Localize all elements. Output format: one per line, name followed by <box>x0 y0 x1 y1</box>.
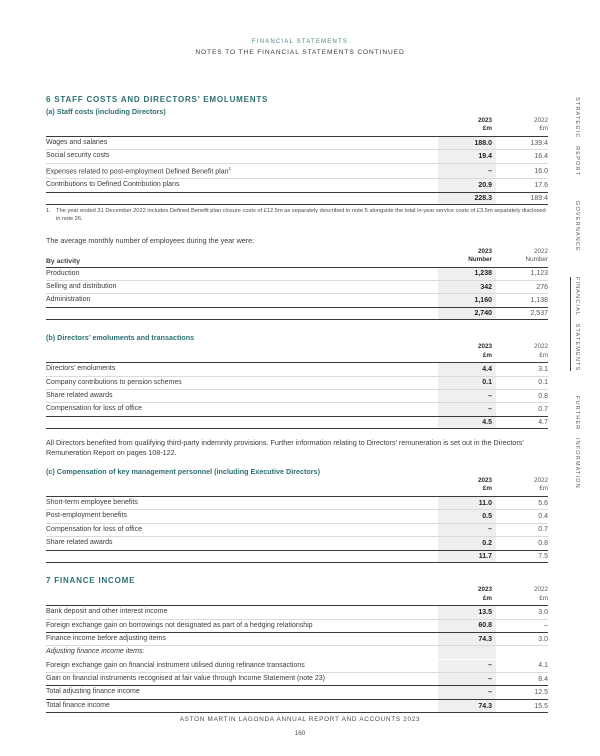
column-unit: Number <box>525 256 548 264</box>
value-2022: 189.4 <box>530 194 548 202</box>
table-total-row <box>46 193 548 205</box>
value-2022: 8.4 <box>538 675 548 683</box>
row-label: Gain on financial instruments recognised at fair value through Income Statement (note 23) <box>46 675 325 683</box>
section-6-heading: 6 STAFF COSTS AND DIRECTORS’ EMOLUMENTS <box>46 95 269 104</box>
column-unit: £m <box>539 351 548 359</box>
value-2022: 0.8 <box>538 539 548 547</box>
column-year: 2023 <box>477 247 492 255</box>
row-label: Production <box>46 269 80 277</box>
indemnity-paragraph: All Directors benefited from qualifying third-party indemnity provisions. Further information relating to Directors’ remuneration is set out in the Directors’ Remuneration Report on pages 108-122. <box>46 437 524 458</box>
table-header <box>46 586 548 606</box>
value-2023: 2,740 <box>438 308 496 319</box>
table-row <box>46 606 548 619</box>
value-2023: 19.4 <box>438 150 496 162</box>
employees-intro: The average monthly number of employees during the year were: <box>46 236 255 246</box>
sidebar-item-financial-statements[interactable]: FINANCIAL STATEMENTS <box>570 277 580 371</box>
table-row <box>46 179 548 192</box>
value-2023: – <box>438 686 496 698</box>
row-label: Finance income before adjusting items <box>46 634 166 642</box>
value-2023: – <box>438 673 496 685</box>
content-area <box>46 95 548 713</box>
table-row <box>46 660 548 673</box>
table-row <box>46 633 548 646</box>
footnote-marker: 1. <box>46 207 51 214</box>
value-2022: 16.4 <box>534 153 548 161</box>
row-label: Company contributions to pension schemes <box>46 378 182 386</box>
value-2022: 4.7 <box>538 418 548 426</box>
value-2022: 16.0 <box>534 167 548 175</box>
value-2023: – <box>438 660 496 672</box>
value-2022: 0.7 <box>538 526 548 534</box>
column-unit: £m <box>539 485 548 493</box>
value-2023: 60.8 <box>438 620 496 632</box>
row-label: Adjusting finance income items: <box>46 648 145 656</box>
part-c-heading: (c) Compensation of key management personnel (including Executive Directors) <box>46 466 320 476</box>
column-unit: £m <box>482 594 492 602</box>
column-unit: £m <box>539 125 548 133</box>
value-2022 <box>496 646 548 658</box>
key-management-table <box>46 477 548 563</box>
table-row <box>46 281 548 294</box>
column-year: 2022 <box>533 247 548 255</box>
table-row <box>46 673 548 686</box>
value-2023: 13.5 <box>438 606 496 618</box>
row-label <box>46 196 438 200</box>
value-2022: 4.1 <box>538 662 548 670</box>
sidebar-item-governance[interactable]: GOVERNANCE <box>574 200 580 252</box>
value-2022: 0.7 <box>538 406 548 414</box>
value-2022: 17.6 <box>534 182 548 190</box>
value-2022: 5.6 <box>538 499 548 507</box>
column-unit: Number <box>468 256 492 264</box>
column-year: 2023 <box>477 586 492 594</box>
footnote <box>46 208 548 223</box>
row-label: Directors’ emoluments <box>46 365 116 373</box>
column-year: 2022 <box>533 476 548 484</box>
column-header-2023 <box>438 586 496 603</box>
row-label: Share related awards <box>46 539 113 547</box>
value-2023: – <box>438 164 496 179</box>
row-label: Contributions to Defined Contribution plans <box>46 181 180 189</box>
row-label: Foreign exchange gain on financial instrument utilised during refinance transactions <box>46 661 305 669</box>
value-2023: 74.3 <box>438 700 496 712</box>
value-2023: 228.3 <box>438 193 496 204</box>
value-2023: 188.0 <box>438 137 496 149</box>
row-label: Total finance income <box>46 701 110 709</box>
value-2022: 15.5 <box>534 702 548 710</box>
employees-table <box>46 248 548 320</box>
page-title: NOTES TO THE FINANCIAL STATEMENTS CONTINUED <box>195 49 405 56</box>
value-2022: 12.5 <box>534 689 548 697</box>
column-year: 2023 <box>477 343 492 351</box>
table-row <box>46 537 548 550</box>
value-2022: 3.0 <box>538 608 548 616</box>
column-header-2023 <box>438 343 496 360</box>
column-year: 2022 <box>533 343 548 351</box>
table-row <box>46 510 548 523</box>
column-header-2023 <box>438 477 496 494</box>
section-eyebrow: FINANCIAL STATEMENTS <box>251 39 349 45</box>
value-2023 <box>438 646 496 658</box>
table-row <box>46 377 548 390</box>
value-2022: 3.1 <box>538 365 548 373</box>
row-label: Bank deposit and other interest income <box>46 608 168 616</box>
column-unit: £m <box>482 485 492 493</box>
value-2022: 1,123 <box>530 270 548 278</box>
row-label: Compensation for loss of office <box>46 525 142 533</box>
column-year: 2022 <box>533 116 548 124</box>
sidebar-item-strategic-report[interactable]: STRATEGIC REPORT <box>574 97 580 176</box>
footnote-text: The year ended 31 December 2022 includes Defined Benefit plan closure costs of £12.5m as separately described in note 5 alongside the total in-year service costs of £3.5m separately disclosed in note 26. <box>56 207 546 222</box>
sidebar-item-further-information[interactable]: FURTHER INFORMATION <box>574 396 580 489</box>
value-2023: 1,160 <box>438 294 496 306</box>
column-year: 2023 <box>477 116 492 124</box>
table-row <box>46 646 548 659</box>
value-2023: 20.9 <box>438 179 496 191</box>
table-header <box>46 117 548 137</box>
part-b-heading: (b) Directors’ emoluments and transactions <box>46 332 195 342</box>
value-2023: 0.2 <box>438 537 496 549</box>
section-7-heading: 7 FINANCE INCOME <box>46 575 136 585</box>
table-header <box>46 343 548 363</box>
table-header <box>46 248 548 268</box>
row-label: Total adjusting finance income <box>46 688 140 696</box>
row-label: Selling and distribution <box>46 283 117 291</box>
table-row <box>46 164 548 180</box>
column-unit: £m <box>482 351 492 359</box>
table-total-row <box>46 551 548 563</box>
table-row <box>46 150 548 163</box>
column-header-2023 <box>438 117 496 134</box>
page-footer <box>0 716 600 737</box>
column-header-2022 <box>496 586 548 603</box>
value-2023: 11.0 <box>438 497 496 509</box>
column-year: 2023 <box>477 476 492 484</box>
table-header <box>46 477 548 497</box>
value-2022: 276 <box>536 283 548 291</box>
row-label <box>46 311 438 315</box>
row-label: Short-term employee benefits <box>46 498 138 506</box>
table-row <box>46 294 548 307</box>
table-total-row <box>46 700 548 713</box>
finance-income-table <box>46 586 548 713</box>
value-2023: 0.5 <box>438 510 496 522</box>
table-total-row <box>46 308 548 320</box>
page-number: 160 <box>294 730 306 737</box>
table-row <box>46 524 548 537</box>
table-left-header: By activity <box>46 257 81 265</box>
table-row <box>46 686 548 699</box>
running-head <box>0 0 600 56</box>
value-2022: – <box>544 622 548 630</box>
table-row <box>46 268 548 281</box>
value-2023: 4.4 <box>438 363 496 375</box>
table-total-row <box>46 417 548 429</box>
value-2022: 0.4 <box>538 513 548 521</box>
column-header-2022 <box>496 117 548 134</box>
row-label: Wages and salaries <box>46 138 108 146</box>
table-row <box>46 497 548 510</box>
value-2022: 3.0 <box>538 635 548 643</box>
value-2023: 342 <box>438 281 496 293</box>
row-label: Administration <box>46 296 91 304</box>
value-2023: 0.1 <box>438 377 496 389</box>
value-2022: 1,138 <box>530 297 548 305</box>
row-label: Compensation for loss of office <box>46 405 142 413</box>
table-row <box>46 403 548 416</box>
column-year: 2022 <box>533 586 548 594</box>
staff-costs-table <box>46 117 548 205</box>
value-2022: 0.8 <box>538 392 548 400</box>
column-unit: £m <box>539 594 548 602</box>
table-row <box>46 620 548 633</box>
row-label: Social security costs <box>46 152 110 160</box>
value-2022: 0.1 <box>538 379 548 387</box>
column-header-2022 <box>496 248 548 265</box>
row-label <box>46 554 438 558</box>
footnote-ref: 1 <box>228 165 232 171</box>
column-header-2023 <box>438 248 496 265</box>
value-2023: – <box>438 524 496 536</box>
value-2022: 7.5 <box>538 552 548 560</box>
value-2023: 11.7 <box>438 551 496 562</box>
value-2023: 74.3 <box>438 633 496 645</box>
table-row <box>46 137 548 150</box>
row-label: Post-employment benefits <box>46 512 127 520</box>
column-header-2022 <box>496 343 548 360</box>
row-label: Expenses related to post-employment Defined Benefit plan$^1$ <box>46 165 232 176</box>
row-label: Foreign exchange gain on borrowings not designated as part of a hedging relationship <box>46 621 313 629</box>
value-2023: 1,238 <box>438 268 496 280</box>
part-a-heading: (a) Staff costs (including Directors) <box>46 106 166 116</box>
column-unit: £m <box>482 125 492 133</box>
value-2023: 4.5 <box>438 417 496 428</box>
directors-emoluments-table <box>46 343 548 429</box>
report-section-nav <box>570 97 580 489</box>
row-label: Share related awards <box>46 391 113 399</box>
value-2022: 139.4 <box>530 139 548 147</box>
row-label <box>46 420 438 424</box>
column-header-2022 <box>496 477 548 494</box>
value-2022: 2,537 <box>530 309 548 317</box>
footer-report-title: ASTON MARTIN LAGONDA ANNUAL REPORT AND ACCOUNTS 2023 <box>179 716 421 723</box>
table-row <box>46 363 548 376</box>
value-2023: – <box>438 403 496 415</box>
value-2023: – <box>438 390 496 402</box>
table-row <box>46 390 548 403</box>
